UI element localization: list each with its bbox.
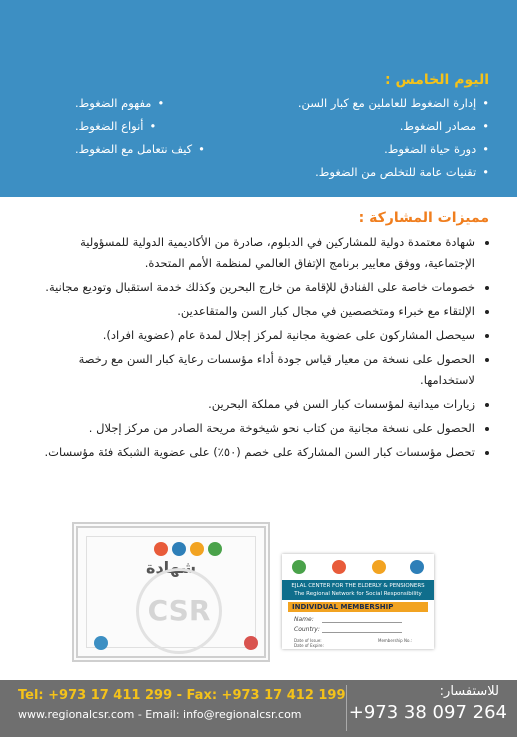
benefit-item: • خصومات خاصة على الفنادق للإقامة من خارج البحرين وكذلك خدمة استقبال وتوديع مجانية. [44,277,475,298]
logo-icon [372,560,386,574]
certificate-title: شهادة [146,558,196,577]
seal-icon [244,636,258,650]
logo-icon [410,560,424,574]
card-header-band [282,580,434,600]
day5-item: • مصادر الضغوط. [400,119,489,133]
benefit-item: • سيحصل المشاركون على عضوية مجانية لمركز إجلال لمدة عام (عضوية افراد). [44,325,475,346]
benefits-list [44,232,489,466]
footer-inquiries-label: للاستفسار: [439,684,499,699]
card-divider [322,622,402,623]
card-membership-type: INDIVIDUAL MEMBERSHIP [288,602,428,612]
footer-divider [346,685,347,731]
card-logos [282,554,434,580]
card-expire-date: Date of Expire: [294,643,324,648]
benefit-item: • تحصل مؤسسات كبار السن المشاركة على خصم (٥٠٪) على عضوية الشبكة فئة مؤسسات. [44,442,475,463]
day5-item: • إدارة الضغوط للعاملين مع كبار السن. [298,96,489,110]
logo-icon [208,542,222,556]
day5-title: اليوم الخامس : [384,72,489,88]
benefit-item: • الإلتقاء مع خبراء ومتخصصين في مجال كبار السن والمتقاعدين. [44,301,475,322]
footer-inquiries-number[interactable]: +973 38 097 264 [348,702,507,723]
card-name-label: Name: [294,616,314,623]
day5-item: • كيف نتعامل مع الضغوط. [75,142,205,156]
card-country-label: Country: [294,626,320,633]
logo-icon [154,542,168,556]
card-divider [322,632,402,633]
benefits-title: مميزات المشاركة : [358,210,489,226]
seal-icon [94,636,108,650]
card-center-name: EJLAL CENTER FOR THE ELDERLY & PENSIONERS [291,583,425,589]
day5-item: • أنواع الضغوط. [75,119,156,133]
benefit-item: • الحصول على نسخة مجانية من كتاب نحو شيخوخة مريحة الصادر من مركز إجلال . [44,418,475,439]
day5-item: • دورة حياة الضغوط. [384,142,489,156]
card-subtitle: The Regional Network for Social Responsibility [294,591,422,597]
logo-icon [332,560,346,574]
logo-icon [172,542,186,556]
certificate-image [72,522,270,662]
csr-watermark-icon: CSR [136,568,222,654]
card-issue-date: Date of Issue: [294,638,322,643]
membership-card-image [282,554,434,649]
benefit-item: • زيارات ميدانية لمؤسسات كبار السن في مملكة البحرين. [44,394,475,415]
footer-tel-fax: Tel: +973 17 411 299 - Fax: +973 17 412 199 [18,688,346,703]
benefit-item: • شهادة معتمدة دولية للمشاركين في الدبلوم، صادرة من الأكاديمية الدولية للمسؤولية الإجتماعية، ووفق معايير برنامج الإتفاق العالمي لمنظمة الأمم المتحدة. [44,232,475,274]
footer-web-email[interactable]: www.regionalcsr.com - Email: info@regionalcsr.com [18,708,302,721]
day5-item: • مفهوم الضغوط. [75,96,164,110]
day5-item: • تقنيات عامة للتخلص من الضغوط. [315,165,489,179]
logo-icon [190,542,204,556]
benefit-item: • الحصول على نسخة من معيار قياس جودة أداء مؤسسات رعاية كبار السن مع رخصة لاستخدامها. [44,349,475,391]
card-membership-no: Membership No.: [378,638,412,643]
logo-icon [292,560,306,574]
